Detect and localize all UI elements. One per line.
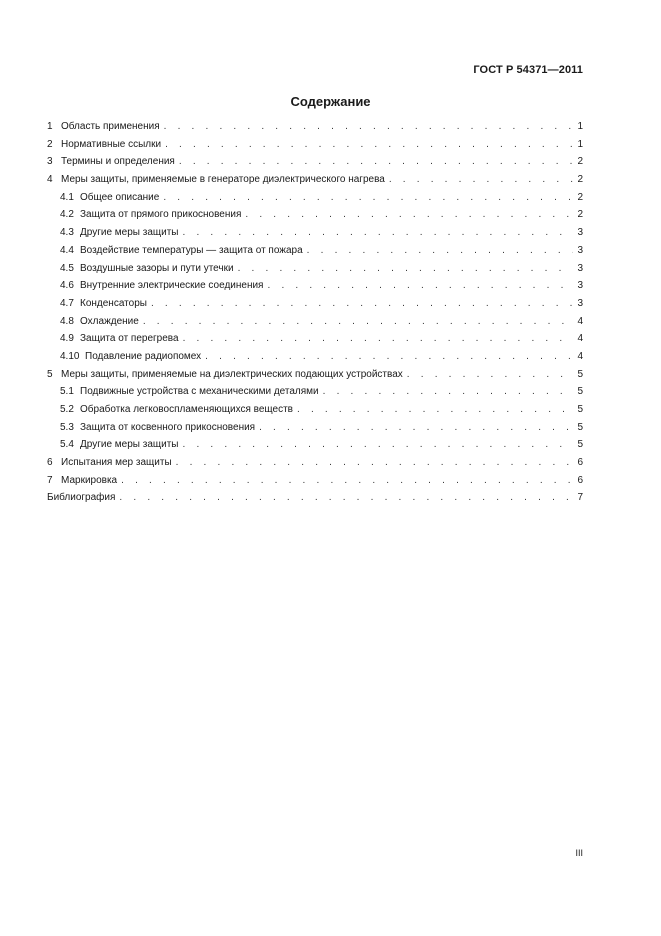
toc-entry-text: Охлаждение <box>80 315 139 327</box>
toc-entry[interactable] <box>47 351 583 369</box>
toc-entry-number: 4.5 <box>60 262 74 274</box>
toc-entry[interactable] <box>47 139 583 157</box>
toc-entry[interactable] <box>47 192 583 210</box>
toc-entry[interactable] <box>47 209 583 227</box>
toc-entry[interactable] <box>47 386 583 404</box>
toc-entry-page: 5 <box>577 386 583 398</box>
toc-entry-text: Испытания мер защиты <box>61 457 172 469</box>
toc-leader-dots <box>121 475 573 486</box>
toc-entry-text: Защита от прямого прикосновения <box>80 209 242 221</box>
toc-entry-text: Защита от косвенного прикосновения <box>80 421 256 433</box>
toc-entry-number: 3 <box>47 156 53 168</box>
toc-entry-text: Нормативные ссылки <box>61 138 162 150</box>
toc-leader-dots <box>407 369 573 380</box>
toc-entry-page: 5 <box>577 421 583 433</box>
toc-entry[interactable] <box>47 227 583 245</box>
toc-entry[interactable] <box>47 280 583 298</box>
document-code: ГОСТ Р 54371—2011 <box>473 64 583 76</box>
toc-entry-page: 3 <box>577 244 583 256</box>
toc-entry-page: 3 <box>577 297 583 309</box>
toc-leader-dots <box>176 457 573 468</box>
toc-leader-dots <box>179 156 573 167</box>
toc-entry-number: 5.4 <box>60 439 74 451</box>
toc-entry-page: 1 <box>577 138 583 150</box>
toc-entry[interactable] <box>47 316 583 334</box>
toc-leader-dots <box>323 386 573 397</box>
toc-leader-dots <box>238 263 573 274</box>
toc-entry-page: 3 <box>577 227 583 239</box>
toc-entry-text: Меры защиты, применяемые в генераторе диэлектрического нагрева <box>61 174 385 186</box>
toc-entry[interactable] <box>47 439 583 457</box>
toc-leader-dots <box>259 422 573 433</box>
toc-entry-page: 4 <box>577 333 583 345</box>
toc-entry[interactable] <box>47 422 583 440</box>
toc-entry[interactable] <box>47 457 583 475</box>
toc-entry-text: Обработка легковоспламеняющихся веществ <box>80 404 293 415</box>
toc-leader-dots <box>119 492 573 503</box>
toc-entry-text: Термины и определения <box>61 156 175 168</box>
table-of-contents <box>47 121 583 510</box>
page-number: III <box>575 848 583 858</box>
toc-entry[interactable] <box>47 245 583 263</box>
toc-entry-number: 1 <box>47 121 53 132</box>
toc-entry[interactable] <box>47 369 583 387</box>
toc-title: Содержание <box>290 94 371 109</box>
toc-entry[interactable] <box>47 404 583 422</box>
toc-leader-dots <box>297 404 573 415</box>
toc-entry-page: 2 <box>577 174 583 186</box>
toc-entry-page: 4 <box>577 350 583 362</box>
toc-entry-number: 4.3 <box>60 227 74 239</box>
toc-leader-dots <box>151 298 573 309</box>
toc-entry-number: 4.9 <box>60 333 74 345</box>
toc-entry-number: 6 <box>47 457 53 469</box>
toc-leader-dots <box>183 439 574 450</box>
toc-entry-text: Воздушные зазоры и пути утечки <box>80 262 234 274</box>
toc-entry-number: 4.4 <box>60 244 74 256</box>
toc-entry-number: 2 <box>47 138 53 150</box>
toc-entry-bibliography[interactable] <box>47 492 583 510</box>
toc-entry[interactable] <box>47 174 583 192</box>
toc-entry-page: 3 <box>577 262 583 274</box>
toc-leader-dots <box>143 316 573 327</box>
toc-entry-text: Библиография <box>47 492 116 504</box>
toc-entry-page: 2 <box>577 191 583 203</box>
toc-entry-text: Конденсаторы <box>80 297 147 309</box>
toc-entry-text: Другие меры защиты <box>80 227 179 239</box>
toc-entry-text: Меры защиты, применяемые на диэлектрических подающих устройствах <box>61 368 403 380</box>
toc-entry[interactable] <box>47 333 583 351</box>
toc-leader-dots <box>165 139 573 150</box>
toc-entry-text: Подавление радиопомех <box>85 350 202 362</box>
toc-entry-text: Область применения <box>61 121 160 132</box>
toc-entry-number: 4.2 <box>60 209 74 221</box>
toc-entry-page: 5 <box>577 439 583 451</box>
toc-entry-number: 4.10 <box>60 350 80 362</box>
toc-entry-text: Другие меры защиты <box>80 439 179 451</box>
toc-entry-page: 5 <box>577 404 583 415</box>
toc-entry-text: Маркировка <box>61 474 118 486</box>
toc-entry-page: 6 <box>577 474 583 486</box>
toc-entry-number: 5.1 <box>60 386 74 398</box>
toc-entry-number: 5.2 <box>60 404 74 415</box>
toc-entry-number: 5.3 <box>60 421 74 433</box>
toc-entry-text: Внутренние электрические соединения <box>80 280 264 292</box>
toc-entry[interactable] <box>47 475 583 493</box>
toc-entry-page: 3 <box>577 280 583 292</box>
toc-entry-page: 7 <box>577 492 583 504</box>
toc-entry-page: 6 <box>577 457 583 469</box>
toc-entry-number: 5 <box>47 368 53 380</box>
toc-entry-number: 4.7 <box>60 297 74 309</box>
toc-leader-dots <box>307 245 573 256</box>
toc-entry-number: 4 <box>47 174 53 186</box>
toc-entry[interactable] <box>47 156 583 174</box>
toc-entry[interactable] <box>47 263 583 281</box>
toc-entry-page: 2 <box>577 209 583 221</box>
toc-entry-text: Общее описание <box>80 191 160 203</box>
toc-entry-number: 4.1 <box>60 191 74 203</box>
toc-entry-text: Подвижные устройства с механическими деталями <box>80 386 319 398</box>
toc-entry-number: 4.8 <box>60 315 74 327</box>
toc-leader-dots <box>245 209 573 220</box>
toc-entry[interactable] <box>47 298 583 316</box>
toc-entry-number: 4.6 <box>60 280 74 292</box>
toc-leader-dots <box>183 333 573 344</box>
toc-entry-page: 5 <box>577 368 583 380</box>
toc-leader-dots <box>163 192 573 203</box>
toc-entry-number: 7 <box>47 474 53 486</box>
toc-entry-page: 2 <box>577 156 583 168</box>
toc-leader-dots <box>183 227 574 238</box>
toc-leader-dots <box>164 121 573 132</box>
toc-leader-dots <box>205 351 573 362</box>
toc-entry-text: Воздействие температуры — защита от пожара <box>80 244 303 256</box>
toc-entry-page: 1 <box>577 121 583 132</box>
toc-entry[interactable] <box>47 121 583 139</box>
toc-leader-dots <box>389 174 573 185</box>
toc-leader-dots <box>267 280 573 291</box>
toc-entry-text: Защита от перегрева <box>80 333 179 345</box>
toc-entry-page: 4 <box>577 315 583 327</box>
